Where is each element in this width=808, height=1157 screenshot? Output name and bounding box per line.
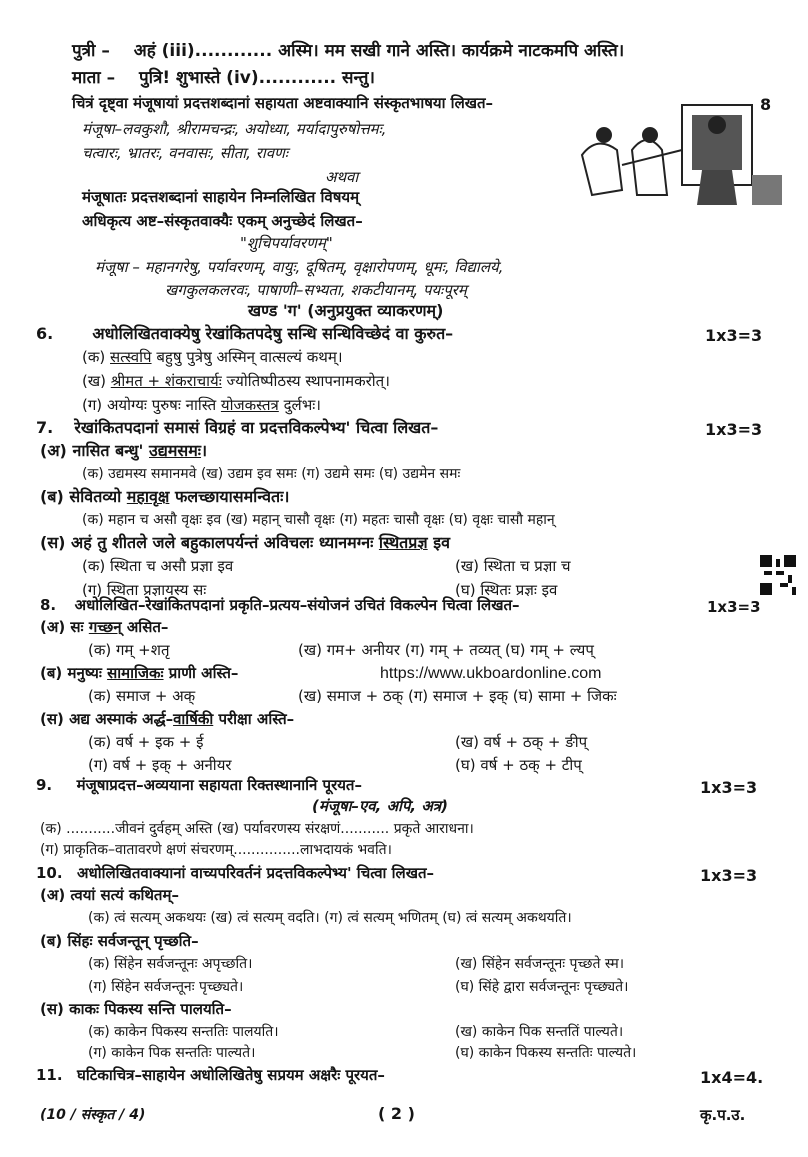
underlined-word: सत्स्वपि (110, 348, 152, 366)
question-text: अधोलिखितवाक्यानां वाच्यपरिवर्तनं प्रदत्तविकल्पेभ्य' चित्वा लिखत– (77, 864, 435, 882)
dialogue-text: पुत्रि! शुभास्ते (iv)............ सन्तु। (138, 68, 375, 88)
question-number: 8. (40, 596, 57, 614)
q9-marks: 1x3=3 (700, 778, 758, 797)
q11-marks: 1x4=4. (700, 1068, 764, 1087)
item-label: (ग) (82, 396, 103, 414)
q8-a-opt-2: (ख) गम+ अनीयर (ग) गम् + तव्यत् (घ) गम् + ल्यप् (298, 641, 594, 659)
q8-b (40, 666, 238, 681)
q10-marks: 1x3=3 (700, 866, 758, 885)
q10-b-opt-3: (ग) सिंहेन सर्वजन्तूनः पृच्छ्यते। (88, 979, 244, 995)
item-rest: परीक्षा अस्ति– (213, 710, 295, 728)
item-label: (स) (40, 1000, 64, 1018)
q8-a-opt-1: (क) गम् +शतृ (88, 641, 170, 659)
q7-b (40, 489, 289, 505)
q7-c (40, 535, 450, 551)
q7-c-opt-1: (क) स्थिता च असौ प्रज्ञा इव (82, 557, 234, 575)
q8-c-opt-2: (ख) वर्ष + ठक् + ङीप् (455, 733, 588, 751)
q6-item-b (82, 374, 390, 389)
item-label: (ब) (40, 932, 63, 950)
q5-manjusha-line-1: मंजूषा–लवकुशौ, श्रीरामचन्द्रः, अयोध्या, मर्यादापुरुषोत्तमः, (82, 120, 387, 138)
item-pre: सेवितव्यो (69, 487, 127, 506)
q8-b-opt-1: (क) समाज + अक् (88, 687, 196, 705)
question-number: 10. (36, 864, 63, 882)
underlined-word: सामाजिकः (107, 664, 164, 682)
item-pre: अद्य अस्माकं अर्द्ध– (69, 710, 174, 728)
item-label: (क) (82, 348, 106, 366)
q8-a (40, 620, 168, 635)
underlined-word: श्रीमत + शंकराचार्यः (110, 372, 222, 390)
q5-instruction: चित्रं दृष्ट्वा मंजूषायां प्रदत्तशब्दानां सहायता अष्टवाक्यानि संस्कृतभाषया लिखत– (72, 94, 494, 112)
question-text: अधोलिखितवाक्येषु रेखांकितपदेषु सन्धि सन्धिविच्छेदं वा कुरुत– (92, 324, 454, 343)
q8-row (40, 598, 520, 613)
q10-a-options: (क) त्वं सत्यम् अकथयः (ख) त्वं सत्यम् वदति। (ग) त्वं सत्यम् भणितम् (घ) त्वं सत्यम् अकथयति। (88, 910, 572, 926)
question-text: घटिकाचित्र–साहायेन अधोलिखितेषु सप्रयम अक्षरैः पूरयत– (77, 1066, 385, 1084)
q10-c-opt-4: (घ) काकेन पिकस्य सन्ततिः पाल्यते। (455, 1045, 637, 1061)
item-text: त्वयां सत्यं कथितम्– (70, 886, 179, 904)
q10-row (36, 866, 434, 881)
q6-item-c (82, 398, 321, 413)
dialogue-text: अहं (iii)............ अस्मि। मम सखी गाने अस्ति। कार्यक्रमे नाटकमपि अस्ति। (133, 41, 625, 61)
item-text: काकः पिकस्य सन्ति पालयति– (69, 1000, 232, 1018)
item-text: सिंहः सर्वजन्तून् पृच्छति– (67, 932, 199, 950)
q7-b-options: (क) महान च असौ वृक्षः इव (ख) महान् चासौ वृक्षः (ग) महतः चासौ वृक्षः (घ) वृक्षः चासौ महान् (82, 512, 555, 528)
item-label: (ब) (40, 664, 63, 682)
q5-alt-line-1: मंजूषातः प्रदत्तशब्दानां साहायेन निम्नलिखित विषयम् (82, 188, 360, 206)
dialogue-line-2 (72, 70, 375, 87)
item-rest: असित– (121, 618, 169, 636)
q5-marks: 8 (760, 95, 772, 114)
item-rest: । (201, 441, 208, 460)
underlined-word: उद्यमसमः (149, 441, 202, 460)
q10-c-opt-3: (ग) काकेन पिक सन्ततिः पाल्यते। (88, 1045, 256, 1061)
q10-b (40, 934, 199, 949)
qr-code-icon (760, 555, 796, 595)
speaker: पुत्री – (72, 41, 110, 61)
q7-marks: 1x3=3 (705, 420, 763, 439)
question-text: मंजूषाप्रदत्त–अव्ययाना सहायता रिक्तस्थानानि पूरयत– (76, 776, 362, 794)
q5-athava: अथवा (325, 168, 359, 186)
q5-alt-line-2: अधिकृत्य अष्ट–संस्कृतवाक्यैः एकम् अनुच्छेदं लिखत– (82, 212, 363, 230)
q8-c (40, 712, 294, 727)
q7-row (36, 420, 438, 436)
q7-c-opt-3: (ग) स्थिता प्रज्ञायस्य सः (82, 581, 207, 599)
q9-line-1: (क) ...........जीवनं दुर्वहम् अस्ति (ख) पर्यावरणस्य संरक्षणं........... प्रकृते आराधना। (40, 821, 474, 837)
item-pre: सः (70, 618, 89, 636)
q7-a-options: (क) उद्यमस्य समानमवे (ख) उद्यम इव समः (ग) उद्यमे समः (घ) उद्यमेन समः (82, 466, 461, 482)
ramayana-illustration (562, 95, 792, 215)
item-rest: इव (427, 533, 450, 552)
item-pre: अहं तु शीतले जले बहुकालपर्यन्तं अविचलः ध्यानमग्नः (71, 533, 379, 552)
q8-c-opt-4: (घ) वर्ष + ठक् + टीप् (455, 756, 582, 774)
page-number: ( 2 ) (378, 1104, 415, 1123)
footer-code: (10 / संस्कृत / 4) (40, 1107, 146, 1123)
q7-c-opt-4: (घ) स्थितः प्रज्ञः इव (455, 581, 558, 599)
q9-line-2: (ग) प्राकृतिक–वातावरणे क्षणं संचरणम्...............लाभदायकं भवति। (40, 842, 392, 858)
question-number: 6. (36, 324, 54, 343)
item-rest: ज्योतिष्पीठस्य स्थापनामकरोत्। (221, 372, 390, 390)
item-rest: दुर्लभः। (278, 396, 321, 414)
q5-manjusha-line-2: चत्वारः, भ्रातरः, वनवासः, सीता, रावणः (82, 144, 288, 162)
question-number: 11. (36, 1066, 63, 1084)
q9-row (36, 778, 362, 793)
q6-marks: 1x3=3 (705, 326, 763, 345)
question-number: 9. (36, 776, 53, 794)
footer-pto: कृ.प.उ. (700, 1106, 746, 1124)
item-label: (अ) (40, 886, 66, 904)
q7-c-opt-2: (ख) स्थिता च प्रज्ञा च (455, 557, 571, 575)
q8-c-opt-1: (क) वर्ष + इक + ई (88, 733, 204, 751)
item-label: (ख) (82, 372, 106, 390)
section-heading: खण्ड 'ग' (अनुप्रयुक्त व्याकरणम्) (248, 301, 444, 320)
q8-c-opt-3: (ग) वर्ष + इक् + अनीयर (88, 756, 232, 774)
item-label: (अ) (40, 618, 66, 636)
q5-topic: "शुचिपर्यावरणम्" (240, 234, 333, 252)
q6-row (36, 326, 453, 342)
item-label: (स) (40, 710, 64, 728)
item-rest: फलच्छायासमन्वितः। (169, 487, 290, 506)
q8-marks: 1x3=3 (707, 598, 761, 616)
q7-a (40, 443, 207, 459)
question-text: रेखांकितपदानां समासं विग्रहं वा प्रदत्तविकल्पेभ्य' चित्वा लिखत– (74, 418, 439, 437)
q10-c-opt-1: (क) काकेन पिकस्य सन्ततिः पालयति। (88, 1024, 279, 1040)
q9-manjusha: (मंजूषा–एव, अपि, अत्र) (312, 797, 448, 815)
item-label: (ब) (40, 487, 64, 506)
underlined-word: स्थितप्रज्ञ (378, 533, 428, 552)
item-label: (स) (40, 533, 66, 552)
underlined-word: वार्षिकी (173, 710, 214, 728)
underlined-word: महावृक्ष (126, 487, 170, 506)
item-pre: नासित बन्धु' (72, 441, 149, 460)
item-label: (अ) (40, 441, 67, 460)
item-pre: अयोग्यः पुरुषः नास्ति (106, 396, 221, 414)
question-number: 7. (36, 418, 54, 437)
q5-manjusha2-line-2: खगकुलकलरवः, पाषाणी–सभ्यता, शकटीयानम्, पयःपूरम् (165, 281, 467, 299)
q5-manjusha2-line-1: मंजूषा – महानगरेषु, पर्यावरणम्, वायुः, दूषितम्, वृक्षारोपणम्, धूमः, विद्यालये, (95, 258, 504, 276)
website-url: https://www.ukboardonline.com (380, 665, 602, 682)
q10-c (40, 1002, 232, 1017)
dialogue-line-1 (72, 43, 624, 60)
q8-b-opt-2: (ख) समाज + ठक् (ग) समाज + इक् (घ) सामा + जिकः (298, 687, 617, 705)
q10-a (40, 888, 179, 903)
underlined-word: योजकस्तत्र (220, 396, 279, 414)
underlined-word: गच्छन् (88, 618, 122, 636)
item-rest: प्राणी अस्ति– (163, 664, 239, 682)
item-pre: मनुष्यः (67, 664, 108, 682)
q10-b-opt-1: (क) सिंहेन सर्वजन्तूनः अपृच्छति। (88, 956, 253, 972)
q11-row (36, 1068, 385, 1083)
q6-item-a (82, 350, 343, 365)
q10-b-opt-4: (घ) सिंहे द्वारा सर्वजन्तूनः पृच्छ्यते। (455, 979, 629, 995)
q10-c-opt-2: (ख) काकेन पिक सन्ततिं पाल्यते। (455, 1024, 624, 1040)
speaker: माता – (72, 68, 116, 88)
item-rest: बहुषु पुत्रेषु अस्मिन् वात्सल्यं कथम्। (151, 348, 343, 366)
question-text: अधोलिखित–रेखांकितपदानां प्रकृति–प्रत्यय–संयोजनं उचितं विकल्पेन चित्वा लिखत– (74, 596, 520, 614)
q10-b-opt-2: (ख) सिंहेन सर्वजन्तूनः पृच्छते स्म। (455, 956, 625, 972)
